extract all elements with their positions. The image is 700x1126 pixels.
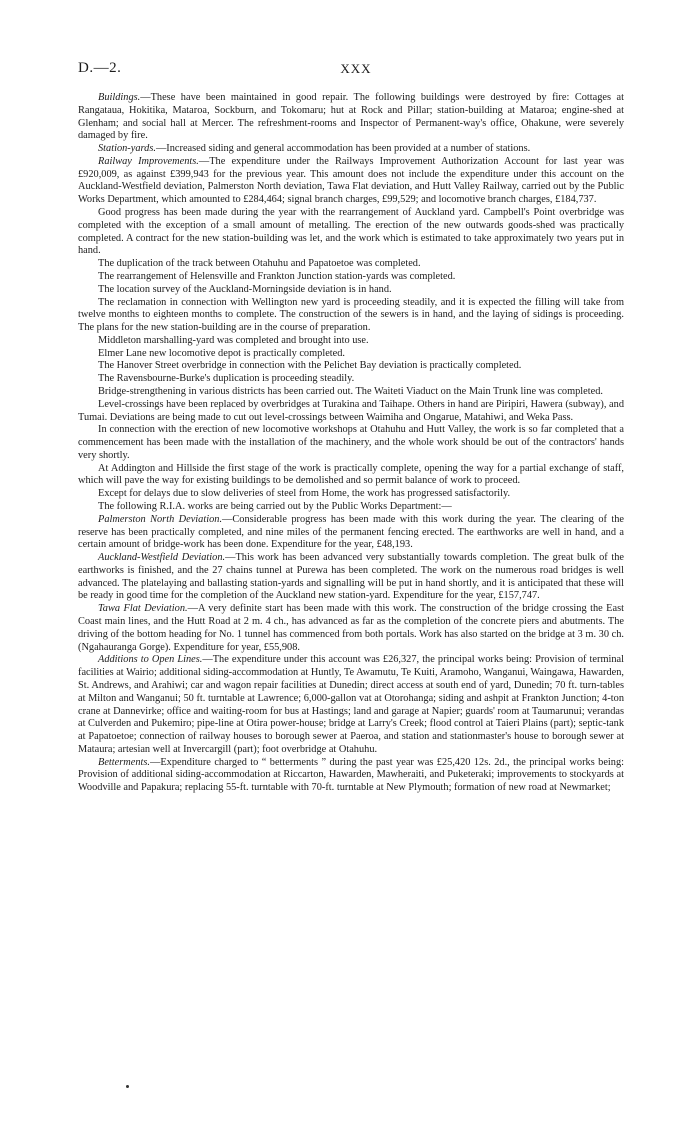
paragraph-middleton xyxy=(78,335,624,348)
paragraph-tawa-flat xyxy=(78,603,624,654)
paragraph-text: The duplication of the track between Otahuhu and Papatoetoe was completed. xyxy=(98,258,421,270)
paragraph-text: At Addington and Hillside the first stage of the work is practically complete, opening the way for a partial exchange of staff, which will pave the way for existing buildings to be demolished and so permit balance of work to proceed. xyxy=(78,462,624,487)
paragraph-betterments xyxy=(78,757,624,795)
paragraph-otahuhu-duplication xyxy=(78,258,624,271)
paragraph-palmerston-north xyxy=(78,514,624,552)
paragraph-text: —The expenditure under this account was £26,327, the principal works being: Provision of terminal facilities at Wairio; additional siding-accommodation at Huntly, Te Awamutu, Te Kuiti, Aramoho, Wanganui, Waingawa, Hawarden, St. Andrews, and Arahiwi; car and wagon repair facilities at Dunedin; direct access at south end of yard, Dunedin; 70 ft. turn-tables at Milton and Wanganui; 50 ft. turntable at Lawrence; 6,000-gallon vat at Otorohanga; siding and ashpit at Frankton Junction; 4-ton crane at Dannevirke; office and waiting-room for bus at Hastings; land and garage at Napier; guards' room at Taumarunui; verandas at Culverden and Pukemiro; pipe-line at Otira power-house; bridge at Larry's Creek; flood control at Taieri Plains (part); septic-tank at Papatoetoe; connection of railway houses to borough sewer at Paeroa, and station and stationmaster's house to borough sewer at Mataura; artesian well at Invercargill (part); foot overbridge at Otahuhu. xyxy=(78,654,624,755)
paragraph-text: The Ravensbourne-Burke's duplication is proceeding steadily. xyxy=(98,373,355,385)
paragraph-heading: Tawa Flat Deviation. xyxy=(98,603,188,615)
paragraph-text: —Increased siding and general accommodation has been provided at a number of stations. xyxy=(155,143,531,155)
paragraph-text: Elmer Lane new locomotive depot is practically completed. xyxy=(98,347,346,359)
page-number: XXX xyxy=(340,61,372,76)
paragraph-heading: Station-yards. xyxy=(98,143,156,155)
stray-ink-mark xyxy=(126,1085,129,1088)
paragraph-heading: Betterments. xyxy=(98,756,150,768)
page-header xyxy=(78,60,634,80)
paragraph-steel-delays xyxy=(78,488,624,501)
paragraph-station-yards xyxy=(78,143,624,156)
paragraph-text: The location survey of the Auckland-Morningside deviation is in hand. xyxy=(98,283,392,295)
paragraph-elmer-lane xyxy=(78,348,624,361)
paragraph-addington-hillside xyxy=(78,463,624,489)
paragraph-text: Level-crossings have been replaced by overbridges at Turakina and Taihape. Others in hand are Piripiri, Hawera (subway), and Tumai. Deviations are being made to cut out level-crossings between Waimiha and Ongarue, Matahiwi, and Weka Pass. xyxy=(78,398,624,423)
paragraph-text: Bridge-strengthening in various districts has been carried out. The Waiteti Viaduct on the Main Trunk line was completed. xyxy=(98,385,603,397)
paragraph-heading: Auckland-Westfield Deviation. xyxy=(98,552,226,564)
paragraph-hanover-street xyxy=(78,360,624,373)
paragraph-auckland-yard xyxy=(78,207,624,258)
paragraph-text: —A very definite start has been made with this work. The construction of the bridge crossing the East Coast main lines, and the Hutt Road at 2 m. 4 ch., has advanced as far as the completion of the concrete piers and abutments. The driving of the bottom heading for No. 1 tunnel has commenced from both portals. Work has also started on the bridge at 3 m. 30 ch. (Ngahauranga Gorge). Expenditure for year, £55,908. xyxy=(78,603,624,653)
paragraph-text: —This work has been advanced very substantially towards completion. The great bulk of the earthworks is finished, and the 27 chains tunnel at Purewa has been completed. The work on the numerous road bridges is well advanced. The platelaying and ballasting station-yards and signalling will be put in hand shortly, and it is anticipated that these will be ready in good time for the completion of the Auckland new station-yard. Expenditure for the year, £157,747. xyxy=(78,552,624,602)
paragraph-helensville-frankton xyxy=(78,271,624,284)
paragraph-heading: Additions to Open Lines. xyxy=(98,654,203,666)
paragraph-text: The Hanover Street overbridge in connection with the Pelichet Bay deviation is practically completed. xyxy=(98,360,522,372)
paragraph-morningside-survey xyxy=(78,284,624,297)
paragraph-heading: Buildings. xyxy=(98,92,141,103)
paragraph-text: In connection with the erection of new locomotive workshops at Otahuhu and Hutt Valley, the work is so far completed that a commencement has been made with the installation of the machinery, and the whole work should be out of the contractors' hands very shortly. xyxy=(78,424,624,461)
paragraph-text: —Considerable progress has been made with this work during the year. The clearing of the reserve has been practically completed, and nine miles of the permanent fencing erected. The earthworks are well in hand, and a certain amount of bridge-work has been done. Expenditure for the year, £48,193. xyxy=(78,513,625,551)
paragraph-auckland-westfield xyxy=(78,552,624,603)
paragraph-heading: Palmerston North Deviation. xyxy=(98,513,223,525)
paragraph-text: —The expenditure under the Railways Improvement Authorization Account for last year was £920,009, as against £399,943 for the previous year. This amount does not include the expenditure under this account on the Auckland-Westfield deviation, Palmerston North deviation, Tawa Flat deviation, and Hutt Valley Railway, carried out by the Public Works Department, which amounted to £284,464; signal branch charges, £99,529; and locomotive branch charges, £184,737. xyxy=(78,155,624,206)
paragraph-text: Except for delays due to slow deliveries of steel from Home, the work has progressed satisfactorily. xyxy=(98,488,511,500)
paragraph-wellington-reclamation xyxy=(78,297,624,335)
paragraph-buildings xyxy=(78,92,624,143)
paragraph-text: The rearrangement of Helensville and Frankton Junction station-yards was completed. xyxy=(98,270,456,282)
paragraph-level-crossings xyxy=(78,399,624,425)
paragraph-ria-works xyxy=(78,501,624,514)
paragraph-heading: Railway Improvements. xyxy=(98,155,199,167)
paragraph-workshops xyxy=(78,424,624,462)
body-text xyxy=(78,92,624,795)
document-code: D.—2. xyxy=(78,60,122,76)
paragraph-text: The following R.I.A. works are being carried out by the Public Works Department:— xyxy=(98,501,452,512)
paragraph-text: Good progress has been made during the year with the rearrangement of Auckland yard. Campbell's Point overbridge was completed with the exception of a small amount of metalling. The erection of the new outwards goods-shed was practically completed. A contract for the new station-building was let, and the work which is estimated to take approximately two years put in hand. xyxy=(78,207,624,257)
paragraph-railway-improvements xyxy=(78,156,624,207)
paragraph-text: The reclamation in connection with Wellington new yard is proceeding steadily, and it is expected the filling will take from twelve months to eighteen months to complete. The construction of the sewers is in hand, and the laying of sidings is proceeding. The plans for the new station-building are in the course of preparation. xyxy=(78,296,624,334)
paragraph-text: —These have been maintained in good repair. The following buildings were destroyed by fire: Cottages at Rangataua, Hokitika, Mataroa, Sockburn, and Tokomaru; hut at Rock and Pillar; station-building at Mataroa; engine-shed at Glenham; and social hall at Mercer. The refreshment-rooms and Inspector of Permanent-way's office, Ohakune, were severely damaged by fire. xyxy=(78,92,624,142)
paragraph-ravensbourne xyxy=(78,373,624,386)
paragraph-bridge-strengthening xyxy=(78,386,624,399)
paragraph-text: Middleton marshalling-yard was completed and brought into use. xyxy=(98,334,369,346)
paragraph-text: —Expenditure charged to “ betterments ” during the past year was £25,420 12s. 2d., the principal works being: Provision of additional siding-accommodation at Riccarton, Hawarden, Mawheraiti, and Puketeraki; improvements to stockyards at Woodville and Papakura; replacing 55-ft. turntable with 70-ft. turntable at New Plymouth; formation of new road at Newmarket; xyxy=(78,756,624,794)
paragraph-additions-open-lines xyxy=(78,654,624,756)
